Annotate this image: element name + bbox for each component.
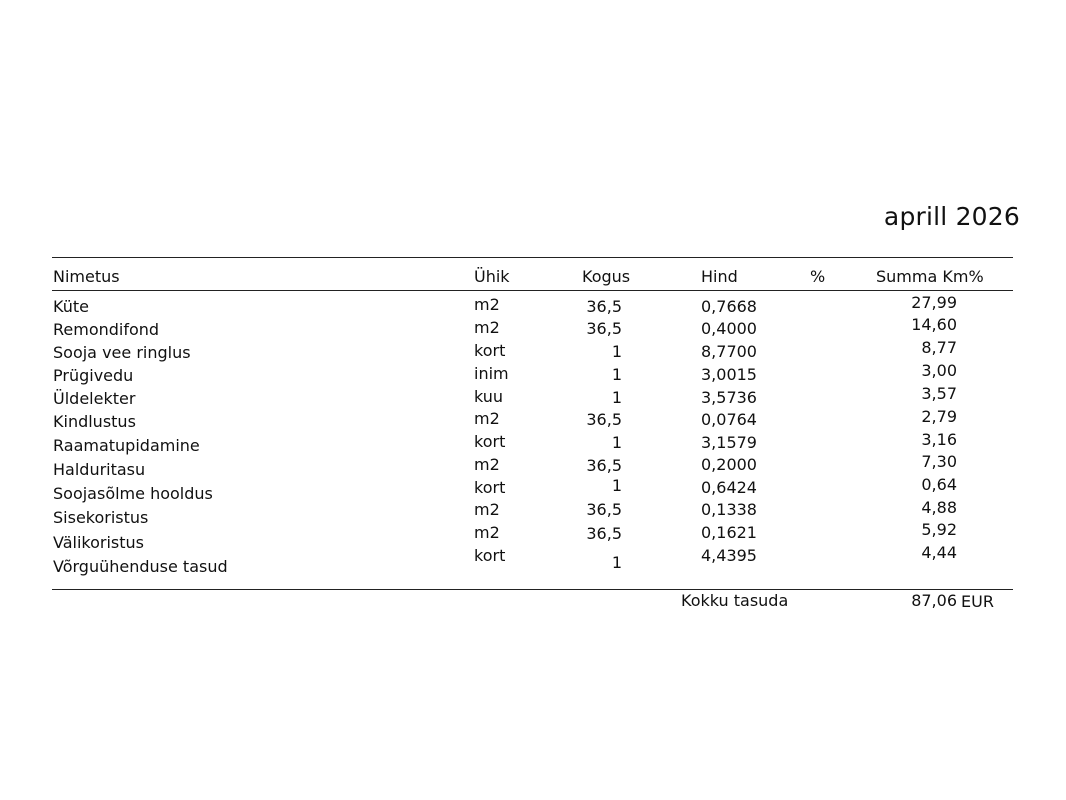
row-qty: 36,5: [586, 410, 622, 429]
row-price: 0,2000: [701, 455, 757, 474]
row-unit: kort: [474, 432, 506, 451]
row-price: 0,6424: [701, 478, 757, 497]
row-qty: 1: [611, 476, 622, 495]
row-unit: kort: [474, 341, 506, 360]
row-sum: 5,92: [921, 520, 957, 539]
row-unit: kort: [474, 478, 506, 497]
row-name: Raamatupidamine: [53, 436, 200, 455]
header-sum: Summa Km%: [876, 267, 984, 286]
row-qty: 36,5: [586, 456, 622, 475]
row-unit: m2: [474, 455, 500, 474]
row-price: 0,1338: [701, 500, 757, 519]
top-rule: [52, 257, 1013, 258]
row-sum: 2,79: [921, 407, 957, 426]
bottom-rule: [52, 589, 1013, 590]
row-qty: 36,5: [586, 500, 622, 519]
row-unit: kort: [474, 546, 506, 565]
row-name: Soojasõlme hooldus: [53, 484, 213, 503]
row-qty: 36,5: [586, 319, 622, 338]
row-unit: m2: [474, 295, 500, 314]
row-name: Sooja vee ringlus: [53, 343, 191, 362]
header-qty: Kogus: [582, 267, 631, 286]
header-rule: [52, 290, 1013, 291]
row-qty: 36,5: [586, 297, 622, 316]
row-sum: 3,00: [921, 361, 957, 380]
header-pct: %: [810, 267, 826, 286]
row-price: 0,1621: [701, 523, 757, 542]
row-sum: 7,30: [921, 452, 957, 471]
row-qty: 1: [611, 365, 622, 384]
row-name: Remondifond: [53, 320, 160, 339]
row-price: 0,7668: [701, 297, 757, 316]
row-price: 3,1579: [701, 433, 757, 452]
row-sum: 4,44: [921, 543, 957, 562]
row-unit: inim: [474, 364, 509, 383]
row-price: 0,4000: [701, 319, 757, 338]
row-name: Küte: [53, 297, 89, 316]
row-price: 0,0764: [701, 410, 757, 429]
row-unit: kuu: [474, 387, 504, 406]
row-qty: 1: [611, 433, 622, 452]
row-name: Üldelekter: [53, 389, 136, 408]
row-sum: 3,16: [921, 430, 957, 449]
header-unit: Ühik: [474, 267, 510, 286]
row-qty: 1: [611, 388, 622, 407]
row-name: Sisekoristus: [53, 508, 149, 527]
row-name: Välikoristus: [53, 533, 144, 552]
row-name: Prügivedu: [53, 366, 134, 385]
row-unit: m2: [474, 500, 500, 519]
row-sum: 4,88: [921, 498, 957, 517]
invoice-period: aprill 2026: [883, 202, 1020, 231]
row-price: 8,7700: [701, 342, 757, 361]
row-unit: m2: [474, 523, 500, 542]
row-name: Kindlustus: [53, 412, 136, 431]
total-value: 87,06: [911, 591, 957, 610]
row-sum: 14,60: [911, 315, 957, 334]
header-name: Nimetus: [53, 267, 120, 286]
row-sum: 27,99: [911, 293, 957, 312]
total-currency: EUR: [961, 592, 994, 611]
row-sum: 3,57: [921, 384, 957, 403]
row-name: Halduritasu: [53, 460, 146, 479]
row-qty: 1: [611, 342, 622, 361]
header-price: Hind: [701, 267, 738, 286]
row-price: 4,4395: [701, 546, 757, 565]
row-sum: 8,77: [921, 338, 957, 357]
row-name: Võrguühenduse tasud: [53, 557, 228, 576]
row-sum: 0,64: [921, 475, 957, 494]
row-qty: 36,5: [586, 524, 622, 543]
row-price: 3,5736: [701, 388, 757, 407]
row-price: 3,0015: [701, 365, 757, 384]
total-label: Kokku tasuda: [681, 591, 789, 610]
row-unit: m2: [474, 318, 500, 337]
row-qty: 1: [611, 553, 622, 572]
row-unit: m2: [474, 409, 500, 428]
